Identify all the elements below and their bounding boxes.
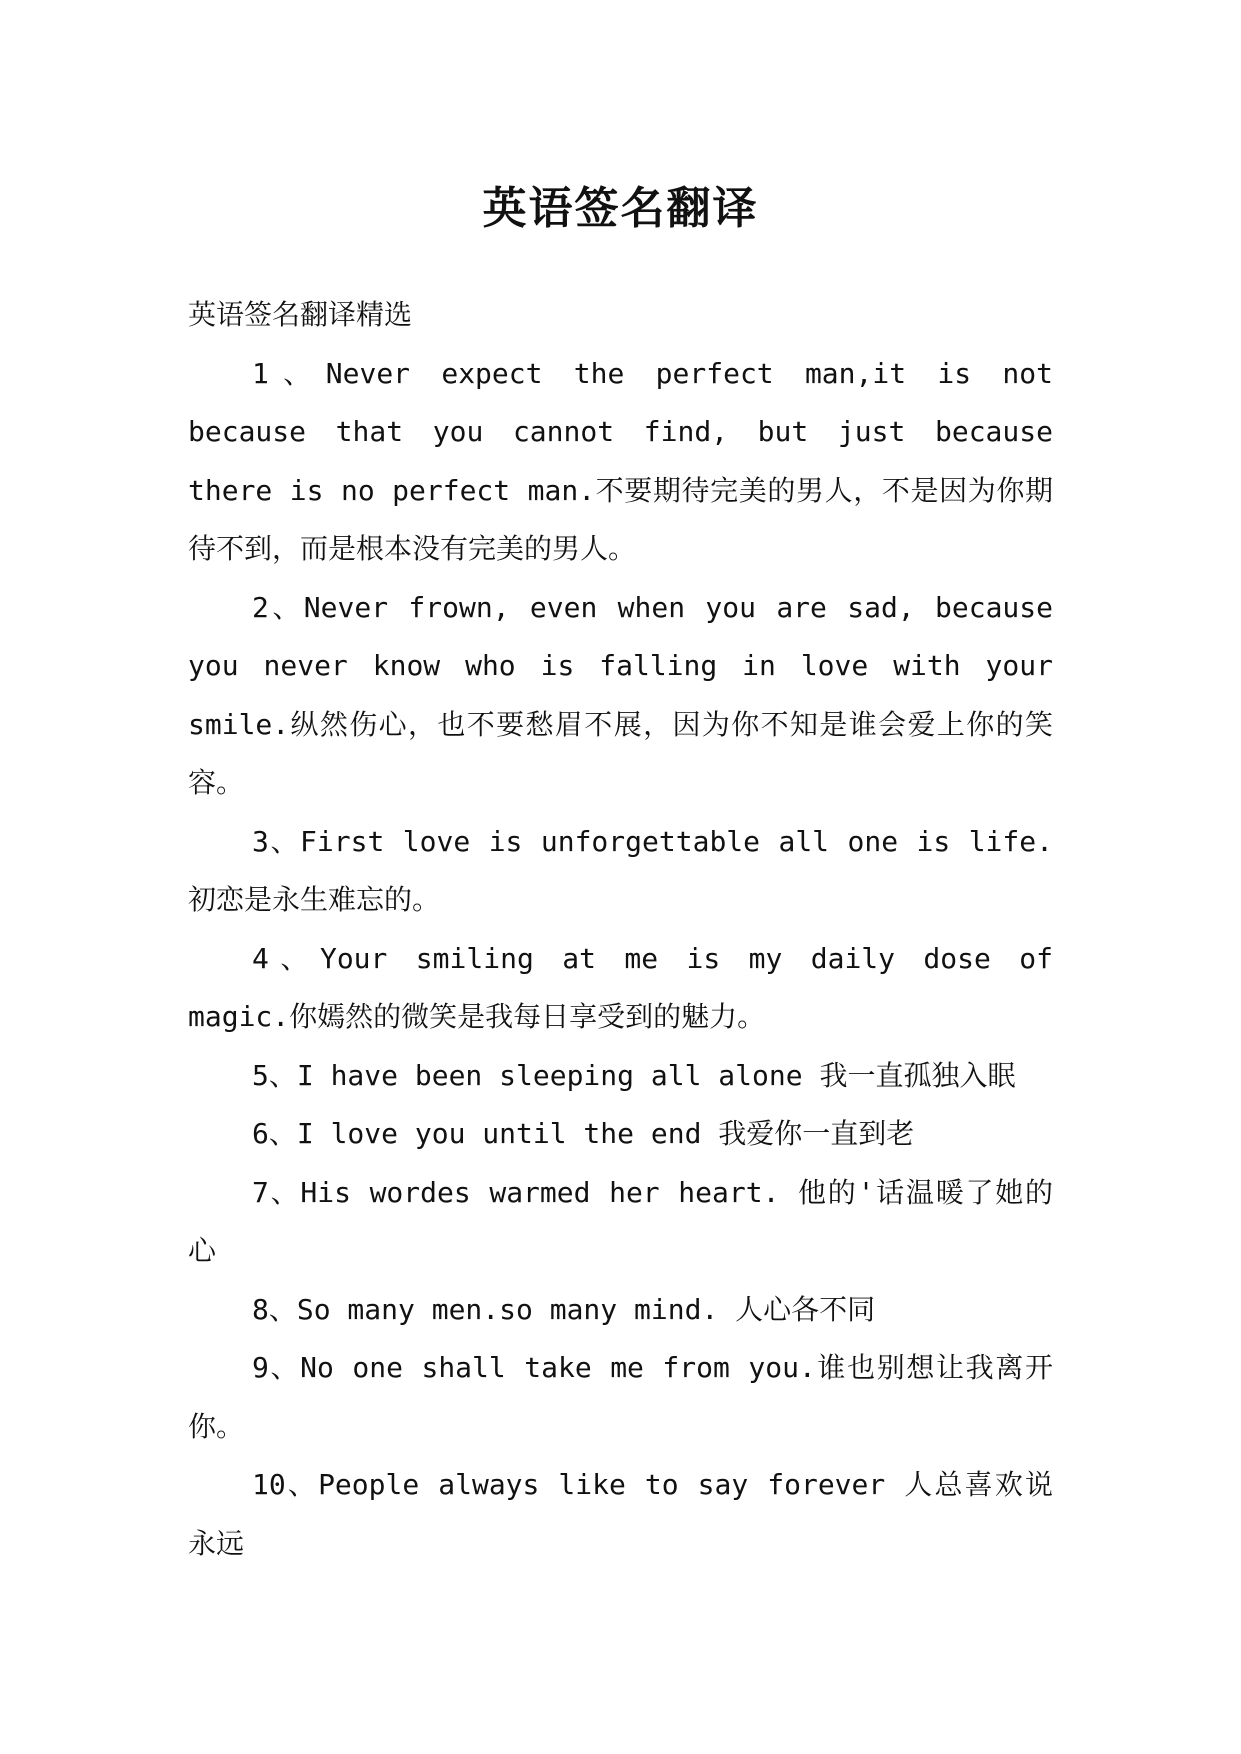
list-item: 9、No one shall take me from you.谁也别想让我离开你。 <box>188 1351 1053 1443</box>
list-item: 3、First love is unforgettable all one is life.初恋是永生难忘的。 <box>188 824 1053 916</box>
list-item: 2、Never frown, even when you are sad, because you never know who is falling in love with your smile.纵然伤心，也不要愁眉不展，因为你不知是谁会爱上你的笑容。 <box>188 590 1053 799</box>
list-item: 5、I have been sleeping all alone 我一直孤独入眠 <box>252 1058 1016 1092</box>
section-heading: 英语签名翻译精选 <box>188 298 413 331</box>
list-item: 6、I love you until the end 我爱你一直到老 <box>252 1117 915 1150</box>
document-body <box>188 286 1053 1573</box>
document-title: 英语签名翻译 <box>482 183 759 235</box>
list-item: 7、His wordes warmed her heart. 他的'话温暖了她的心 <box>188 1175 1053 1267</box>
list-item: 4、Your smiling at me is my daily dose of magic.你嫣然的微笑是我每日享受到的魅力。 <box>188 941 1053 1033</box>
list-item: 10、People always like to say forever 人总喜欢说永远 <box>188 1468 1053 1560</box>
list-item: 8、So many men.so many mind. 人心各不同 <box>252 1292 876 1326</box>
list-item: 1、Never expect the perfect man,it is not because that you cannot find, but just because there is no perfect man.不要期待完美的男人，不是因为你期待不到，而是根本没有完美的男人。 <box>188 356 1053 565</box>
